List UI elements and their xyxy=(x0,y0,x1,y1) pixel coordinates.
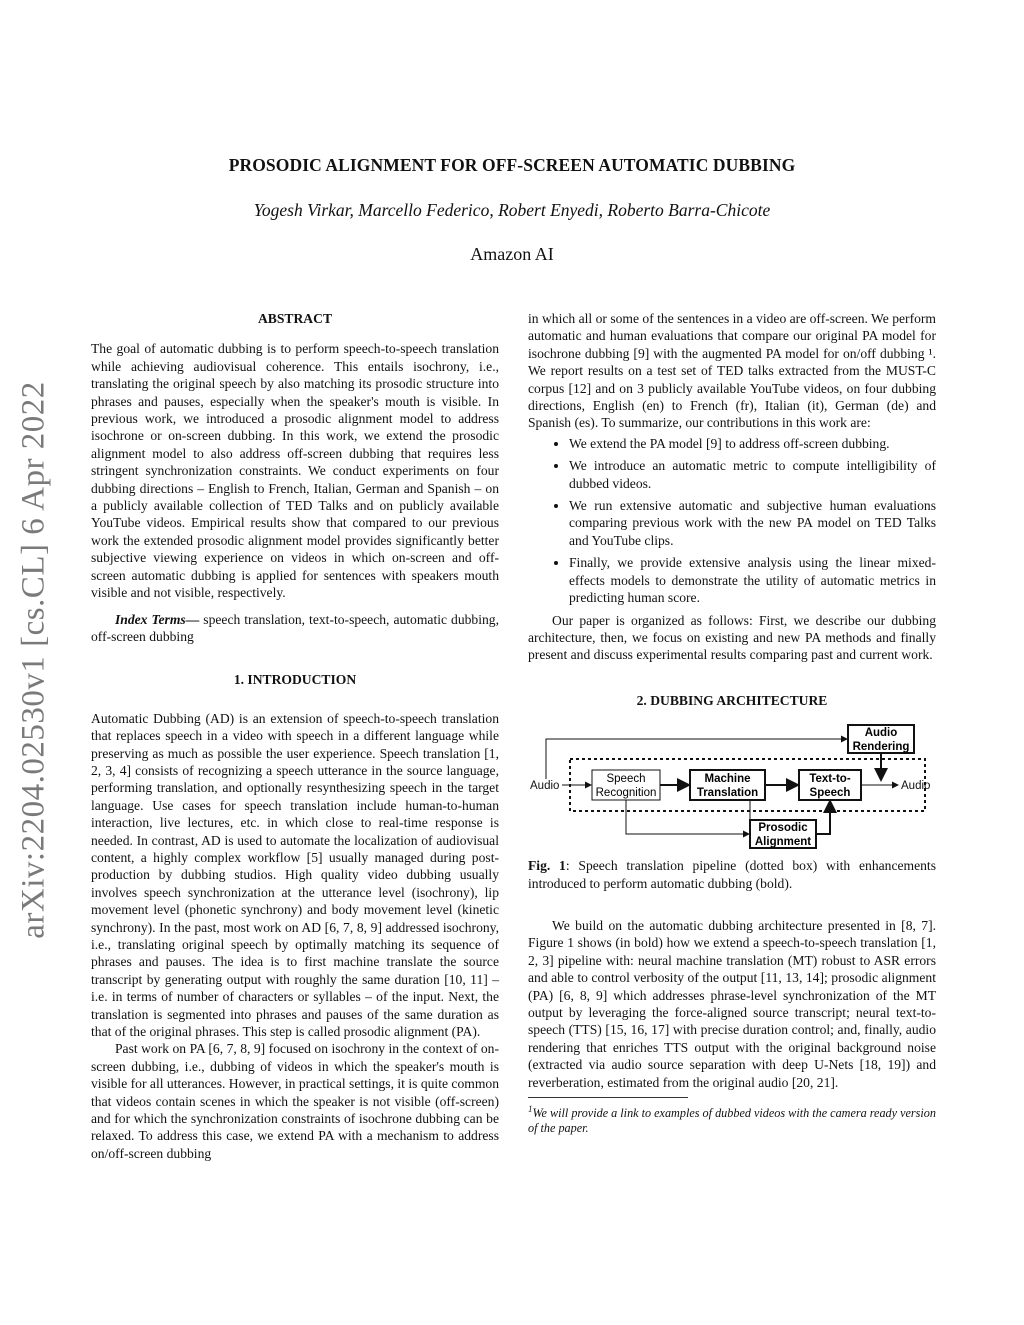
caption-text: : Speech translation pipeline (dotted box) with enhancements introduced to perform automatic dubbing (bold). xyxy=(528,858,936,891)
contribution-item: • We run extensive automatic and subjective human evaluations comparing previous work with the new PA model on TED Talks and YouTube clips. xyxy=(569,497,936,549)
paper-authors: Yogesh Virkar, Marcello Federico, Robert Enyedi, Roberto Barra-Chicote xyxy=(253,200,771,220)
pa-label-1: Prosodic xyxy=(758,822,808,835)
figure-1-diagram xyxy=(528,723,936,851)
arrow-pa-to-tts xyxy=(816,801,830,834)
left-column xyxy=(91,310,499,1162)
figure-1-caption xyxy=(528,857,936,892)
render-label-1: Audio xyxy=(864,727,898,740)
contribution-item: • We extend the PA model [9] to address off-screen dubbing. xyxy=(569,435,936,452)
render-label-2: Rendering xyxy=(852,741,910,754)
pa-label-2: Alignment xyxy=(754,836,812,849)
right-column xyxy=(528,310,936,1136)
audio-input-label: Audio xyxy=(530,780,560,793)
mt-label-2: Translation xyxy=(696,787,759,800)
asr-label-2: Recognition xyxy=(595,787,657,800)
tts-label-2: Speech xyxy=(809,787,851,800)
paper-affiliation: Amazon AI xyxy=(470,244,554,264)
architecture-heading: 2. DUBBING ARCHITECTURE xyxy=(636,692,828,708)
pipeline-diagram xyxy=(528,723,936,851)
index-terms-label: Index Terms— xyxy=(115,611,200,627)
arxiv-stamp-text: arXiv:2204.02530v1 [cs.CL] 6 Apr 2022 xyxy=(15,381,52,939)
footnote xyxy=(528,1102,936,1136)
paper-title: PROSODIC ALIGNMENT FOR OFF-SCREEN AUTOMATIC DUBBING xyxy=(228,155,796,175)
caption-label: Fig. 1 xyxy=(528,858,566,874)
contribution-item: • We introduce an automatic metric to compute intelligibility of dubbed videos. xyxy=(569,457,936,492)
organization-paragraph: Our paper is organized as follows: First, we describe our dubbing architecture, then, we focus on existing and new PA methods and finally present and discuss experimental results comparing past and current work. xyxy=(528,612,936,663)
architecture-paragraph: We build on the automatic dubbing architecture presented in [8, 7]. Figure 1 shows (in bold) how we extend a speech-to-speech translation [1, 2, 3] pipeline with: neural machine translation (MT) robust to ASR errors and able to control verbosity of the output [11, 13, 14]; prosodic alignment (PA) [6, 8, 9] which addresses phrase-level synchronization of the MT output by leveraging the force-aligned source transcript; neural text-to-speech (TTS) [15, 16, 17] with precise duration control; and, finally, audio rendering that enriches TTS output with the original background noise (extracted via audio source separation with deep U-Nets [18, 19]) and reverberation, estimated from the original audio [20, 21]. xyxy=(528,917,936,1090)
arxiv-stamp xyxy=(4,365,64,955)
asr-label-1: Speech xyxy=(606,773,646,786)
footnote-mark: 1 xyxy=(528,1104,533,1114)
footnote-text: We will provide a link to examples of dubbed videos with the camera ready version of the paper. xyxy=(528,1106,936,1136)
footnote-rule xyxy=(528,1097,688,1098)
abstract-text: The goal of automatic dubbing is to perform speech-to-speech translation while achieving audiovisual coherence. This entails isochrony, i.e., translating the original speech by also matching its prosodic structure into phrases and pauses, especially when the speaker's mouth is visible. In previous work, we introduced a prosodic alignment model to address isochrone or on-screen dubbing. In this work, we extend the prosodic alignment model to also address off-screen dubbing that requires less stringent synchronization constraints. We conduct experiments on four dubbing directions – English to French, Italian, German and Spanish – on a publicly available collection of TED Talks and on publicly available YouTube videos. Empirical results show that compared to our previous work the extended prosodic alignment model provides significantly better subjective viewing experience on videos in which on-screen and off-screen automatic dubbing is applied for sentences with speakers mouth visible and not visible, respectively. xyxy=(91,341,499,601)
index-terms-text: speech translation, text-to-speech, automatic dubbing, off-screen dubbing xyxy=(91,611,499,644)
abstract-heading: ABSTRACT xyxy=(257,311,333,326)
tts-label-1: Text-to- xyxy=(809,773,851,786)
index-terms xyxy=(91,611,499,646)
intro-paragraph-1: Automatic Dubbing (AD) is an extension of speech-to-speech translation that replaces speech in a video with speech in a different language while preserving as much as possible the user experience. Speech translation [1, 2, 3, 4] consists of recognizing a speech utterance in the source language, performing translation, and optionally resynthesizing speech in the target language. Use cases for speech translation include human-to-human interaction, live lectures, etc. in which close to real-time response is needed. In contrast, AD is used to automate the localization of audiovisual content, a highly complex workflow [5] usually managed during post-production by dubbing studios. High quality video dubbing usually involves speech synchronization at the utterance level (isochrony), lip movement level (phonetic synchrony) and body movement level (kinetic synchrony). In the past, most work on AD [6, 7, 8, 9] addressed isochrony, i.e., translating original speech by optimally matching its sequence of phrases and pauses. The idea is to first machine translate the source transcript by generating output with roughly the same duration [10, 11] –i.e. in terms of number of characters or syllables – of the input. Next, the translation is segmented into phrases and pauses of the same duration as that of the original phrases. This step is called prosodic alignment (PA). xyxy=(91,710,499,1040)
mt-label-1: Machine xyxy=(704,773,751,786)
arrow-asr-to-pa xyxy=(626,800,749,834)
contribution-item: • Finally, we provide extensive analysis using the linear mixed-effects models to demonstrate the utility of automatic metrics in predicting human score. xyxy=(569,554,936,606)
intro-heading: 1. INTRODUCTION xyxy=(233,672,357,688)
audio-output-label: Audio xyxy=(901,780,931,793)
contributions-list xyxy=(528,435,936,607)
intro-continuation: in which all or some of the sentences in a video are off-screen. We perform automatic and human evaluations that compare our original PA model for isochrone dubbing [9] with the augmented PA model for on/off dubbing ¹. We report results on a test set of TED talks extracted from the MUST-C corpus [12] and on 3 publicly available YouTube videos, on four dubbing directions, English (en) to French (fr), Italian (it), German (de) and Spanish (es). To summarize, our contributions in this work are: xyxy=(528,311,936,431)
intro-paragraph-2: Past work on PA [6, 7, 8, 9] focused on isochrony in the context of on-screen dubbing, i.e., dubbing of videos in which the speaker's mouth is visible for all utterances. However, in practical settings, it is quite common that videos contain scenes in which the speaker is not visible (off-screen) and for which the synchronization constraints of isochrone dubbing can be relaxed. To address this case, we extend PA with a mechanism to address on/off-screen dubbing xyxy=(91,1041,499,1161)
